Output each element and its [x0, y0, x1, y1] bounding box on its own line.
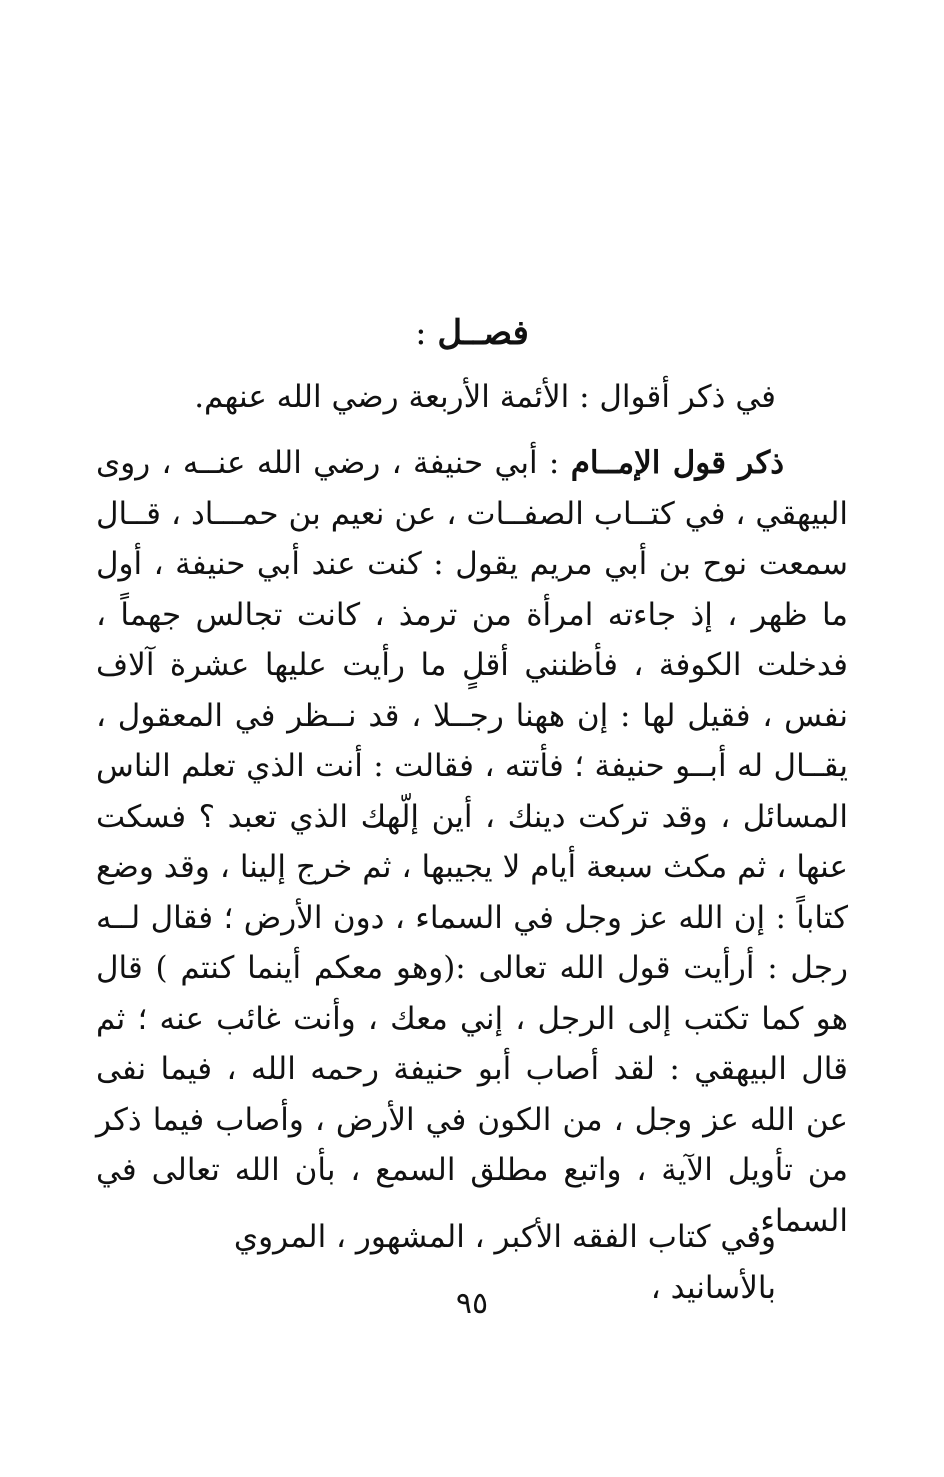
- paragraph-body: : أبي حنيفة ، رضي الله عنــه ، روى البيهقي ، في كتــاب الصفــات ، عن نعيم بن حمـــاد ، قــال سمعت نوح بن أبي مريم يقول : كنت عند أبي حنيفة ، أول ما ظهر ، إذ جاءته امرأة من ترمذ ، كانت تجالس جهماً ، فدخلت الكوفة ، فأظنني أقلٍ ما رأيت عليها عشرة آلاف نفس ، فقيل لها : إن ههنا رجــلا ، قد نــظر في المعقول ، يقــال له أبــو حنيفة ؛ فأتته ، فقالت : أنت الذي تعلم الناس المسائل ، وقد تركت دينك ، أين إلّهك الذي تعبد ؟ فسكت عنها ، ثم مكث سبعة أيام لا يجيبها ، ثم خرج إلينا ، وقد وضع كتاباً : إن الله عز وجل في السماء ، دون الأرض ؛ فقال لــه رجل : أرأيت قول الله تعالى :(وهو معكم أينما كنتم ) قال هو كما تكتب إلى الرجل ، إني معك ، وأنت غائب عنه ؛ ثم قال البيهقي : لقد أصاب أبو حنيفة رحمه الله ، فيما نفى عن الله عز وجل ، من الكون في الأرض ، وأصاب فيما ذكر من تأويل الآية ، واتبع مطلق السمع ، بأن الله تعالى في السماء.: [96, 445, 848, 1239]
- section-heading-word: فصــل: [437, 313, 529, 353]
- page-number: ٩٥: [455, 1286, 489, 1321]
- paragraph-abu-hanifa: [96, 438, 848, 1246]
- paragraph-fiqh-akbar: وفي كتاب الفقه الأكبر ، المشهور ، المروي بالأسانيد ،: [233, 1219, 776, 1306]
- section-heading-colon: :: [415, 313, 438, 353]
- paragraph-lead-in: ذكر قول الإمــام: [570, 445, 785, 481]
- section-heading: [0, 310, 944, 356]
- section-subheading: في ذكر أقوال : الأئمة الأربعة رضي الله عنهم.: [194, 379, 776, 415]
